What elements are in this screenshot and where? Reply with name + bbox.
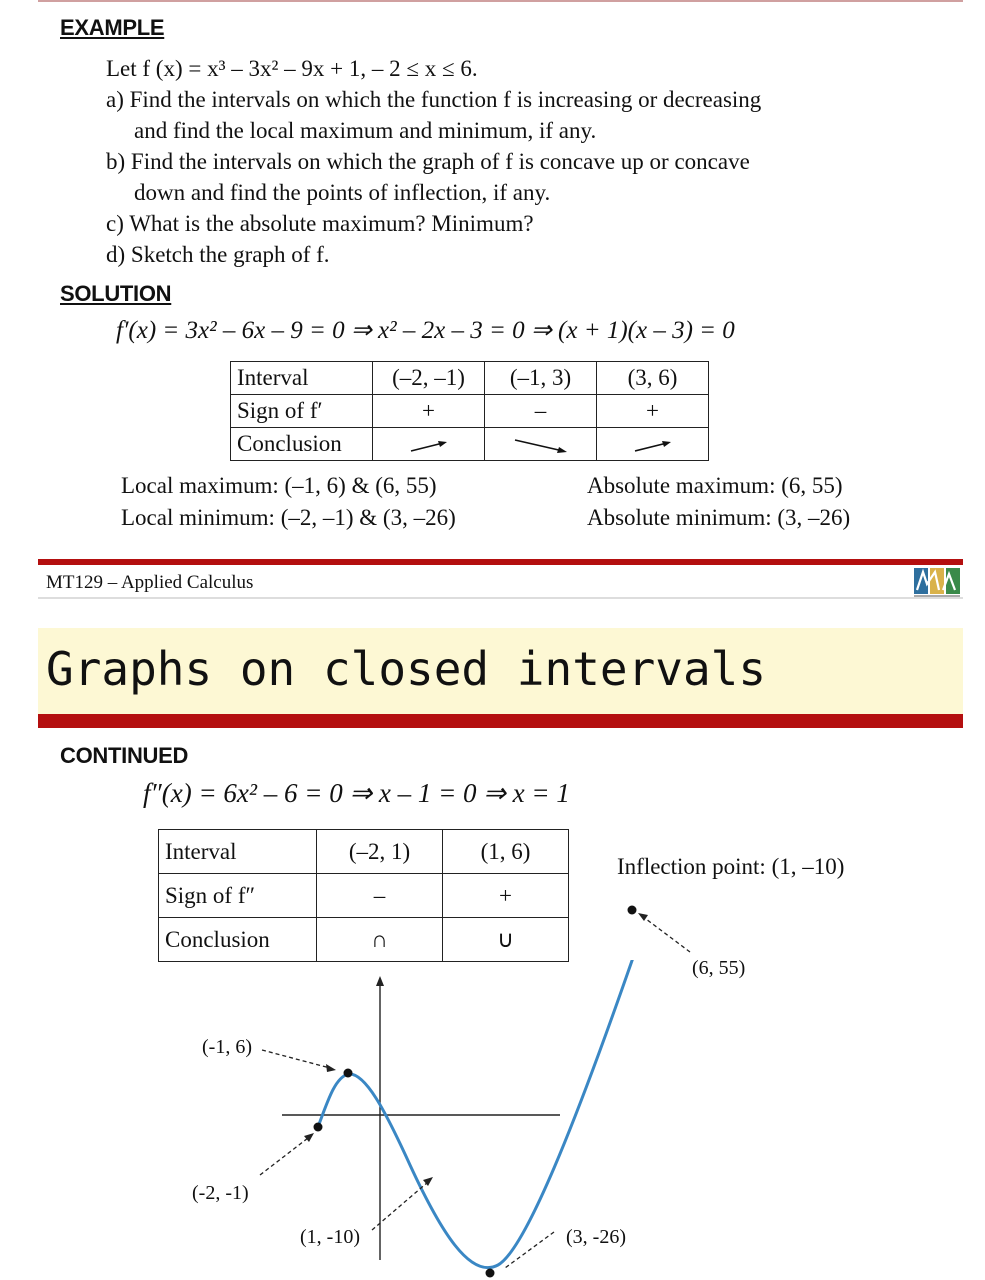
point-minus1-6 bbox=[344, 1069, 353, 1078]
decreasing-arrow-icon bbox=[485, 428, 597, 461]
university-logo-icon bbox=[913, 566, 961, 598]
table-row bbox=[159, 830, 569, 874]
interval-cell: (–2, 1) bbox=[317, 830, 443, 874]
row-label-conclusion: Conclusion bbox=[159, 918, 317, 962]
part-a-line1: a) Find the intervals on which the function f is increasing or decreasing bbox=[106, 87, 762, 112]
table-row bbox=[159, 874, 569, 918]
point-minus2-minus1 bbox=[314, 1123, 323, 1132]
table-row bbox=[231, 428, 709, 461]
local-minimum: Local minimum: (–2, –1) & (3, –26) bbox=[121, 505, 456, 530]
part-d: d) Sketch the graph of f. bbox=[106, 242, 330, 267]
row-label-interval: Interval bbox=[231, 362, 373, 395]
second-derivative-equation: f″(x) = 6x² – 6 = 0 ⇒ x – 1 = 0 ⇒ x = 1 bbox=[143, 778, 570, 808]
local-maximum: Local maximum: (–1, 6) & (6, 55) bbox=[121, 473, 437, 498]
part-b-line1: b) Find the intervals on which the graph of f is concave up or concave bbox=[106, 149, 750, 174]
first-derivative-sign-table bbox=[230, 361, 709, 461]
title-underline-bar bbox=[38, 714, 963, 728]
table-row bbox=[231, 362, 709, 395]
top-border bbox=[38, 0, 963, 2]
label-minus2-minus1: (-2, -1) bbox=[192, 1182, 249, 1204]
table-row bbox=[231, 395, 709, 428]
row-label-conclusion: Conclusion bbox=[231, 428, 373, 461]
interval-cell: (–2, –1) bbox=[373, 362, 485, 395]
row-label-sign: Sign of f″ bbox=[159, 874, 317, 918]
concave-down-symbol: ∩ bbox=[317, 918, 443, 962]
increasing-arrow-icon bbox=[373, 428, 485, 461]
increasing-arrow-icon bbox=[597, 428, 709, 461]
concave-up-symbol: ∪ bbox=[443, 918, 569, 962]
course-name: MT129 – Applied Calculus bbox=[46, 572, 254, 593]
sign-cell: + bbox=[373, 395, 485, 428]
slide-title: Graphs on closed intervals bbox=[46, 642, 767, 696]
max-point-marker bbox=[620, 900, 710, 960]
footer-divider bbox=[38, 597, 963, 599]
solution-heading: SOLUTION bbox=[60, 281, 172, 306]
sign-cell: – bbox=[485, 395, 597, 428]
sign-cell: – bbox=[317, 874, 443, 918]
absolute-maximum: Absolute maximum: (6, 55) bbox=[587, 473, 843, 498]
row-label-sign: Sign of f′ bbox=[231, 395, 373, 428]
part-b-line2: down and find the points of inflection, if any. bbox=[134, 180, 551, 205]
inflection-point: Inflection point: (1, –10) bbox=[617, 854, 845, 879]
label-6-55: (6, 55) bbox=[692, 957, 746, 979]
label-3-minus26: (3, -26) bbox=[566, 1226, 626, 1248]
point-3-minus26 bbox=[486, 1269, 495, 1278]
absolute-minimum: Absolute minimum: (3, –26) bbox=[587, 505, 851, 530]
interval-cell: (1, 6) bbox=[443, 830, 569, 874]
problem-statement: Let f (x) = x³ – 3x² – 9x + 1, – 2 ≤ x ≤ 6. bbox=[106, 56, 478, 81]
row-label-interval: Interval bbox=[159, 830, 317, 874]
interval-cell: (–1, 3) bbox=[485, 362, 597, 395]
label-minus1-6: (-1, 6) bbox=[202, 1036, 252, 1058]
sign-cell: + bbox=[443, 874, 569, 918]
y-axis-arrow-icon bbox=[376, 976, 384, 986]
second-derivative-sign-table bbox=[158, 829, 569, 962]
example-heading: EXAMPLE bbox=[60, 15, 165, 40]
label-1-minus10: (1, -10) bbox=[300, 1226, 360, 1248]
sign-cell: + bbox=[597, 395, 709, 428]
continued-heading: CONTINUED bbox=[60, 743, 189, 768]
function-sketch bbox=[180, 960, 780, 1280]
part-c: c) What is the absolute maximum? Minimum? bbox=[106, 211, 534, 236]
interval-cell: (3, 6) bbox=[597, 362, 709, 395]
part-a-line2: and find the local maximum and minimum, if any. bbox=[134, 118, 597, 143]
table-row bbox=[159, 918, 569, 962]
footer-accent-bar bbox=[38, 559, 963, 565]
first-derivative-equation: f′(x) = 3x² – 6x – 9 = 0 ⇒ x² – 2x – 3 = 0 ⇒ (x + 1)(x – 3) = 0 bbox=[116, 317, 735, 344]
